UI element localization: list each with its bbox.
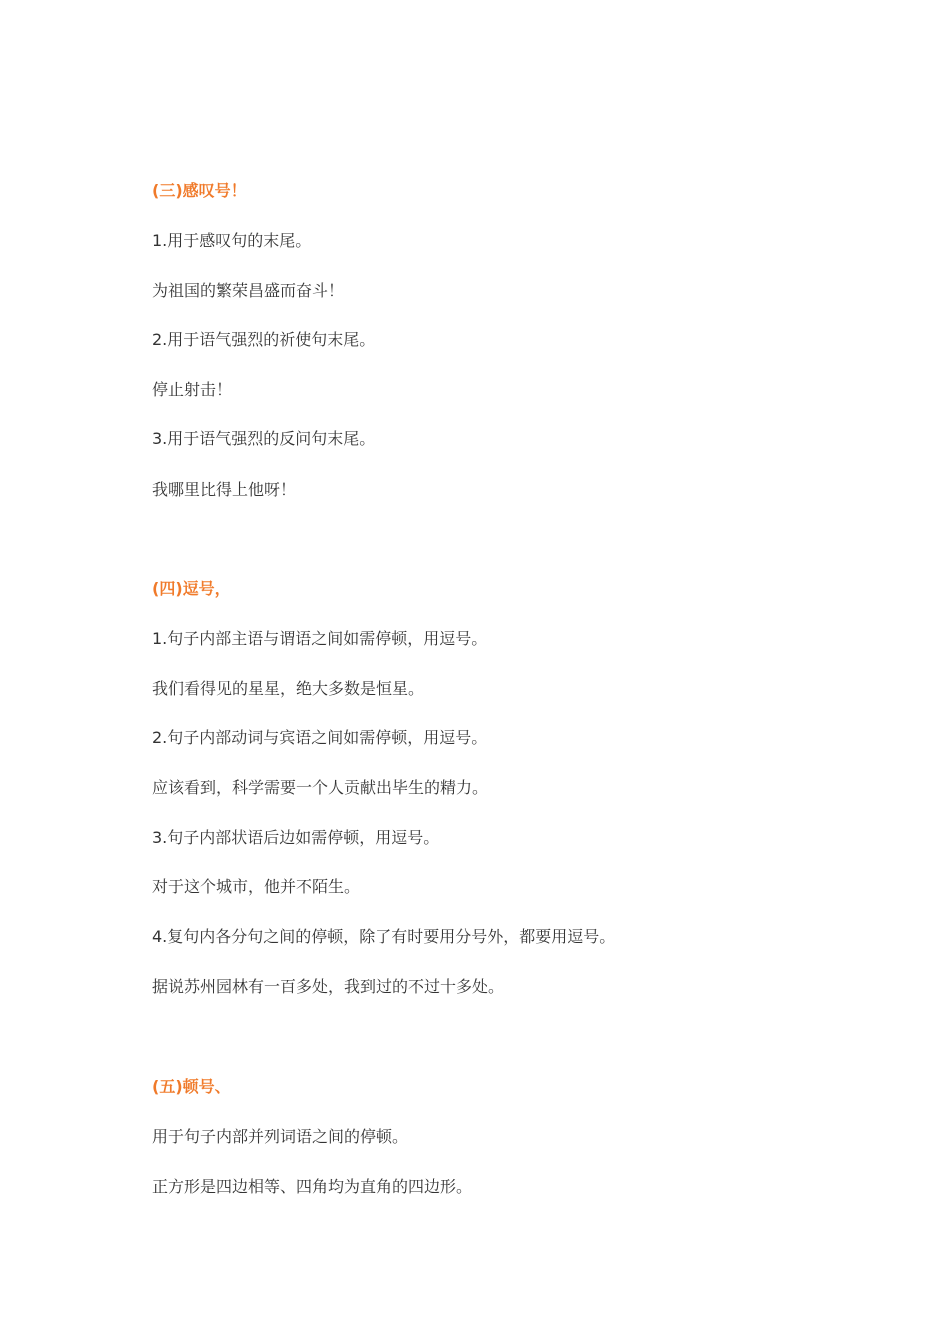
paragraph: 3.用于语气强烈的反问句末尾。 [152, 429, 376, 448]
section-heading-comma: (四)逗号， [152, 579, 231, 598]
paragraph: 用于句子内部并列词语之间的停顿。 [152, 1127, 409, 1146]
paragraph: 正方形是四边相等、四角均为直角的四边形。 [152, 1177, 473, 1196]
paragraph: 应该看到，科学需要一个人贡献出毕生的精力。 [152, 778, 489, 797]
paragraph: 1.句子内部主语与谓语之间如需停顿，用逗号。 [152, 629, 488, 648]
paragraph: 为祖国的繁荣昌盛而奋斗！ [152, 281, 345, 300]
paragraph: 2.用于语气强烈的祈使句末尾。 [152, 330, 376, 349]
paragraph: 对于这个城市，他并不陌生。 [152, 877, 361, 896]
paragraph: 2.句子内部动词与宾语之间如需停顿，用逗号。 [152, 728, 488, 747]
paragraph: 停止射击！ [152, 380, 233, 399]
section-heading-exclamation: (三)感叹号！ [152, 181, 247, 200]
paragraph: 我哪里比得上他呀！ [152, 480, 297, 499]
paragraph: 我们看得见的星星，绝大多数是恒星。 [152, 679, 425, 698]
section-heading-enumeration-comma: (五)顿号、 [152, 1077, 231, 1096]
paragraph: 据说苏州园林有一百多处，我到过的不过十多处。 [152, 977, 505, 996]
paragraph: 1.用于感叹句的末尾。 [152, 231, 312, 250]
paragraph: 4.复句内各分句之间的停顿，除了有时要用分号外，都要用逗号。 [152, 927, 616, 946]
paragraph: 3.句子内部状语后边如需停顿，用逗号。 [152, 828, 440, 847]
